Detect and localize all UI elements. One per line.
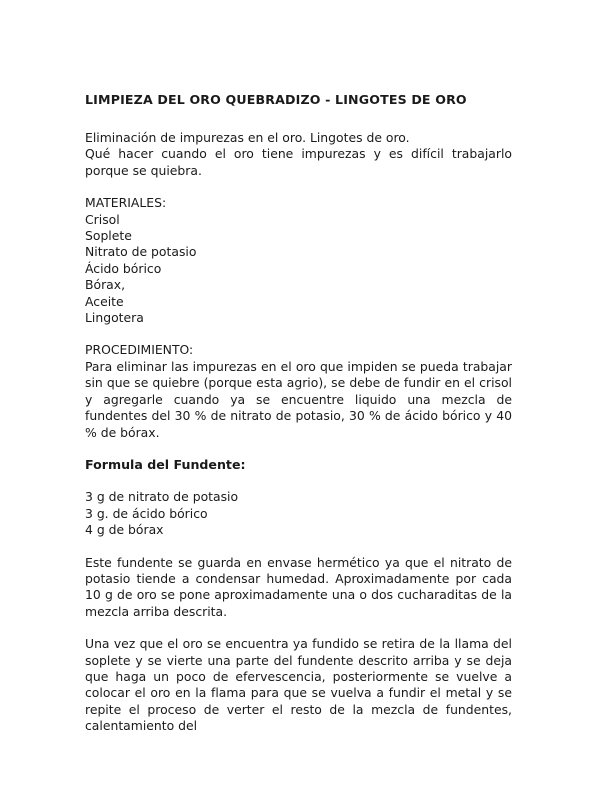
formula-lines	[85, 489, 512, 538]
formula-heading: Formula del Fundente:	[85, 456, 246, 472]
procedure-paragraph: Para eliminar las impurezas en el oro que impiden se pueda trabajar sin que se quiebre (porque esta agrio), se debe de fundir en el crisol y agregarle cuando ya se encuentre liquido una mezcla de fundentes del 30 % de nitrato de potasio, 30 % de ácido bórico y 40 % de bórax.	[85, 358, 512, 440]
page-title: LIMPIEZA DEL ORO QUEBRADIZO - LINGOTES DE ORO	[85, 92, 467, 107]
material-item: Lingotera	[85, 310, 144, 326]
melting-paragraph: Una vez que el oro se encuentra ya fundido se retira de la llama del soplete y se vierte una parte del fundente descrito arriba y se deja que haga un poco de efervescencia, posteriormente se vuelve a colocar el oro en la flama para que se vuelva a fundir el metal y se repite el proceso de verter el resto de la mezcla de fundentes, calentamiento del	[85, 636, 512, 734]
melting-section	[85, 636, 512, 734]
intro-paragraph: Qué hacer cuando el oro tiene impurezas y es difícil trabajarlo porque se quiebra.	[85, 146, 512, 178]
material-item: Soplete	[85, 228, 132, 244]
storage-section	[85, 555, 512, 621]
material-item: Ácido bórico	[85, 260, 162, 276]
material-item: Nitrato de potasio	[85, 244, 197, 260]
intro-section	[85, 130, 512, 179]
formula-item: 3 g de nitrato de potasio	[85, 489, 239, 505]
formula-item: 3 g. de ácido bórico	[85, 505, 208, 521]
procedure-heading: PROCEDIMIENTO:	[85, 342, 194, 358]
material-item: Bórax,	[85, 277, 126, 293]
intro-lines	[85, 130, 512, 146]
material-item: Aceite	[85, 293, 124, 309]
formula-section	[85, 457, 512, 539]
intro-line-1: Eliminación de impurezas en el oro. Lingotes de oro.	[85, 130, 410, 145]
materials-lines	[85, 195, 512, 326]
procedure-heading-wrap	[85, 342, 512, 358]
storage-paragraph: Este fundente se guarda en envase hermético ya que el nitrato de potasio tiende a condensar humedad. Aproximadamente por cada 10 g de oro se pone aproximadamente una o dos cucharaditas de la mezcla arriba descrita.	[85, 554, 512, 619]
formula-item: 4 g de bórax	[85, 522, 164, 538]
materials-section	[85, 195, 512, 326]
materials-heading: MATERIALES:	[85, 195, 167, 211]
procedure-section	[85, 342, 512, 440]
material-item: Crisol	[85, 211, 120, 227]
